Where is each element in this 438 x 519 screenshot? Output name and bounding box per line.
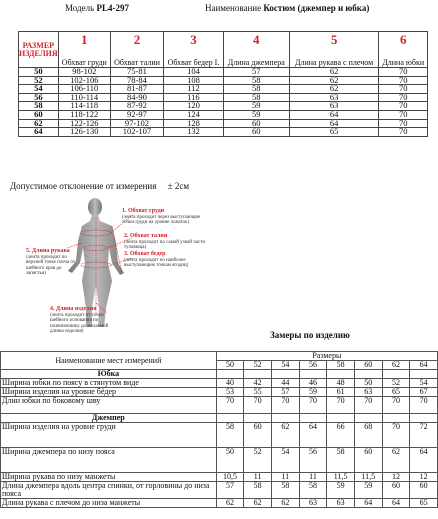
measure-value: 72 — [410, 423, 438, 448]
size-cell: 52 — [244, 361, 272, 370]
measure-value: 11 — [271, 473, 299, 482]
measure-row — [1, 499, 438, 508]
value-cell: 62 — [289, 76, 379, 85]
measure-value: 68 — [354, 423, 382, 448]
measure-value: 58 — [327, 448, 355, 473]
value-cell: 63 — [289, 102, 379, 111]
value-cell: 59 — [223, 102, 289, 111]
measure-value: 58 — [244, 482, 272, 499]
value-cell: 124 — [164, 110, 224, 119]
measure-value: 62 — [382, 448, 410, 473]
measure-value: 62 — [271, 499, 299, 508]
label-chest — [122, 209, 210, 226]
value-cell: 70 — [379, 110, 428, 119]
measure-value: 52 — [244, 448, 272, 473]
measure-value: 60 — [382, 482, 410, 499]
value-cell: 70 — [379, 68, 428, 77]
measure-value: 63 — [354, 388, 382, 397]
measure-value: 56 — [299, 448, 327, 473]
value-cell: 126-130 — [58, 128, 110, 137]
col-number: 6 — [379, 32, 428, 49]
value-cell: 62 — [289, 68, 379, 77]
value-cell: 57 — [223, 68, 289, 77]
col-number: 3 — [164, 32, 224, 49]
measure-value: 67 — [410, 388, 438, 397]
measure-table — [0, 351, 438, 508]
value-cell: 58 — [223, 93, 289, 102]
size-cell: 58 — [327, 361, 355, 370]
value-cell: 81-87 — [110, 85, 163, 94]
measure-value: 70 — [216, 397, 244, 414]
col-label: Длина юбки — [379, 48, 428, 68]
measure-value: 53 — [216, 388, 244, 397]
value-cell: 102-106 — [58, 76, 110, 85]
value-cell: 64 — [289, 110, 379, 119]
value-cell: 120 — [164, 102, 224, 111]
product-name-line — [205, 3, 369, 13]
measure-row — [1, 448, 438, 473]
size-cell: 64 — [410, 361, 438, 370]
size-cell: 52 — [19, 76, 59, 85]
measure-value: 11 — [244, 473, 272, 482]
measure-value: 60 — [244, 423, 272, 448]
value-cell: 70 — [379, 85, 428, 94]
value-cell: 70 — [379, 128, 428, 137]
measure-title: Замеры по изделию — [270, 330, 350, 340]
measure-value: 62 — [271, 423, 299, 448]
size-table-label-row — [19, 48, 428, 68]
measure-value: 57 — [216, 482, 244, 499]
measure-value: 55 — [244, 388, 272, 397]
size-cell: 60 — [19, 110, 59, 119]
measure-value: 60 — [354, 448, 382, 473]
measure-value: 70 — [271, 397, 299, 414]
label-length-title: 4. Длина изделия — [50, 306, 97, 312]
measure-name: Ширина изделия на уровне груди — [1, 423, 217, 448]
measure-value: 48 — [327, 379, 355, 388]
label-hips — [124, 252, 210, 269]
col-label: Обхват бедер I. — [164, 48, 224, 68]
measure-value: 59 — [299, 388, 327, 397]
size-cell: 56 — [299, 361, 327, 370]
col-label: Длина джемпера — [223, 48, 289, 68]
measure-value: 63 — [327, 499, 355, 508]
section-label: Юбка — [1, 370, 217, 379]
value-cell: 112 — [164, 85, 224, 94]
tolerance-value: ± 2см — [167, 181, 190, 191]
measure-row — [1, 423, 438, 448]
measure-value: 54 — [271, 448, 299, 473]
measure-value: 61 — [327, 388, 355, 397]
measure-value: 63 — [299, 499, 327, 508]
measure-value: 58 — [299, 482, 327, 499]
tolerance-label: Допустимое отклонение от измерения — [10, 181, 157, 191]
measure-value: 42 — [244, 379, 272, 388]
measure-value: 62 — [216, 499, 244, 508]
col-number: 4 — [223, 32, 289, 49]
measure-value: 50 — [216, 448, 244, 473]
name-header: Наименование мест измерений — [1, 352, 217, 370]
measure-value: 64 — [354, 499, 382, 508]
value-cell: 70 — [379, 93, 428, 102]
measure-value: 11 — [299, 473, 327, 482]
size-cell: 54 — [19, 85, 59, 94]
value-cell: 58 — [223, 85, 289, 94]
measure-value: 64 — [410, 448, 438, 473]
value-cell: 97-102 — [110, 119, 163, 128]
size-cell: 62 — [382, 361, 410, 370]
measure-name: Длина рукава с плечом до низа манжеты — [1, 499, 217, 508]
tolerance-line — [10, 181, 189, 191]
measure-value: 70 — [299, 397, 327, 414]
measure-value: 52 — [382, 379, 410, 388]
measure-value: 58 — [271, 482, 299, 499]
measure-name: Длин юбки по боковому шву — [1, 397, 217, 414]
measure-row — [1, 482, 438, 499]
measure-value: 70 — [327, 397, 355, 414]
measure-value: 62 — [244, 499, 272, 508]
label-length — [50, 307, 112, 335]
value-cell: 84-90 — [110, 93, 163, 102]
size-row — [19, 128, 428, 137]
value-cell: 104 — [164, 68, 224, 77]
value-cell: 70 — [379, 102, 428, 111]
value-cell: 106-110 — [58, 85, 110, 94]
label-waist — [124, 234, 210, 251]
value-cell: 128 — [164, 119, 224, 128]
value-cell: 70 — [379, 119, 428, 128]
measure-name: Ширина джемпера по низу пояса — [1, 448, 217, 473]
value-cell: 78-84 — [110, 76, 163, 85]
size-cell: 62 — [19, 119, 59, 128]
measurement-figure — [12, 193, 212, 333]
section-label: Джемпер — [1, 414, 217, 423]
value-cell: 75-81 — [110, 68, 163, 77]
value-cell: 92-97 — [110, 110, 163, 119]
measure-value: 11,5 — [354, 473, 382, 482]
measure-value: 59 — [327, 482, 355, 499]
label-waist-title: 2. Обхват талии — [124, 233, 168, 239]
measure-value: 70 — [244, 397, 272, 414]
col-number: 1 — [58, 32, 110, 49]
value-cell: 58 — [223, 76, 289, 85]
size-cell: 50 — [216, 361, 244, 370]
name-value: Костюм (джемпер и юбка) — [263, 3, 370, 13]
value-cell: 63 — [289, 93, 379, 102]
size-cell: 50 — [19, 68, 59, 77]
size-table-number-row — [19, 32, 428, 49]
value-cell: 60 — [223, 119, 289, 128]
size-cell: 58 — [19, 102, 59, 111]
value-cell: 65 — [289, 128, 379, 137]
value-cell: 60 — [223, 128, 289, 137]
col-number: 2 — [110, 32, 163, 49]
measure-value: 12 — [382, 473, 410, 482]
measure-row — [1, 397, 438, 414]
measure-value: 44 — [271, 379, 299, 388]
size-cell: 64 — [19, 128, 59, 137]
value-cell: 98-102 — [58, 68, 110, 77]
measure-value: 64 — [382, 499, 410, 508]
measure-value: 40 — [216, 379, 244, 388]
measure-value: 65 — [382, 388, 410, 397]
measure-value: 70 — [354, 397, 382, 414]
measure-value: 60 — [410, 482, 438, 499]
measure-value: 12 — [410, 473, 438, 482]
measure-value: 10,5 — [216, 473, 244, 482]
size-table — [18, 31, 428, 137]
measure-value: 59 — [354, 482, 382, 499]
size-cell: 60 — [354, 361, 382, 370]
value-cell: 108 — [164, 76, 224, 85]
measure-name: Длина джемпера вдоль центра спинки, от горловины до низа пояса — [1, 482, 217, 499]
measure-name: Ширина юбки по поясу в стянутом виде — [1, 379, 217, 388]
measure-value: 11,5 — [327, 473, 355, 482]
size-cell: 54 — [271, 361, 299, 370]
label-chest-title: 1. Обхват груди — [122, 208, 165, 214]
label-waist-note: (лента проходит по самой узкой части туловища) — [124, 239, 206, 250]
measure-value: 70 — [410, 397, 438, 414]
col-label: Обхват груди — [58, 48, 110, 68]
model-value: PL4-297 — [96, 3, 129, 13]
measure-value: 57 — [271, 388, 299, 397]
col-number: 5 — [289, 32, 379, 49]
label-hips-note: (лента проходит по наиболее выступающим точкам ягодиц) — [124, 257, 189, 268]
value-cell: 122-126 — [58, 119, 110, 128]
name-label: Наименование — [205, 3, 262, 13]
measure-value: 58 — [216, 423, 244, 448]
value-cell: 59 — [223, 110, 289, 119]
measure-name: Ширина рукава по низу манжеты — [1, 473, 217, 482]
measure-value: 70 — [382, 423, 410, 448]
value-cell: 116 — [164, 93, 224, 102]
model-label: Модель — [65, 3, 95, 13]
value-cell: 64 — [289, 119, 379, 128]
measure-value: 46 — [299, 379, 327, 388]
measure-value: 70 — [382, 397, 410, 414]
label-sleeve-title: 5. Длина рукава — [26, 248, 70, 254]
size-cell: 56 — [19, 93, 59, 102]
measure-value: 50 — [354, 379, 382, 388]
value-cell: 118-122 — [58, 110, 110, 119]
value-cell: 62 — [289, 85, 379, 94]
value-cell: 102-107 — [110, 128, 163, 137]
value-cell: 110-114 — [58, 93, 110, 102]
size-header: РАЗМЕР ИЗДЕЛИЯ — [19, 32, 59, 68]
value-cell: 87-92 — [110, 102, 163, 111]
sizes-header: Размеры — [216, 352, 437, 361]
label-sleeve-note: (лента проходит по верхней точке плеча от шейного края до запястья) — [26, 254, 76, 276]
label-hips-title: 3. Обхват бедер — [124, 251, 166, 257]
label-chest-note: (лента проходит через выступающие точки груди на уровне лопаток) — [122, 214, 201, 225]
value-cell: 70 — [379, 76, 428, 85]
label-sleeve — [26, 249, 78, 277]
measure-name: Ширина изделия на уровне бёдер — [1, 388, 217, 397]
value-cell: 132 — [164, 128, 224, 137]
value-cell: 114-118 — [58, 102, 110, 111]
measure-value: 66 — [327, 423, 355, 448]
col-label: Обхват талии — [110, 48, 163, 68]
label-length-note: (лента проходит от точки шейного основания по позвоночнику до желаемой длины изделия) — [50, 312, 109, 334]
col-label: Длина рукава с плечом — [289, 48, 379, 68]
measure-value: 54 — [410, 379, 438, 388]
measure-value: 64 — [299, 423, 327, 448]
measure-value: 65 — [410, 499, 438, 508]
model-line — [65, 3, 129, 13]
